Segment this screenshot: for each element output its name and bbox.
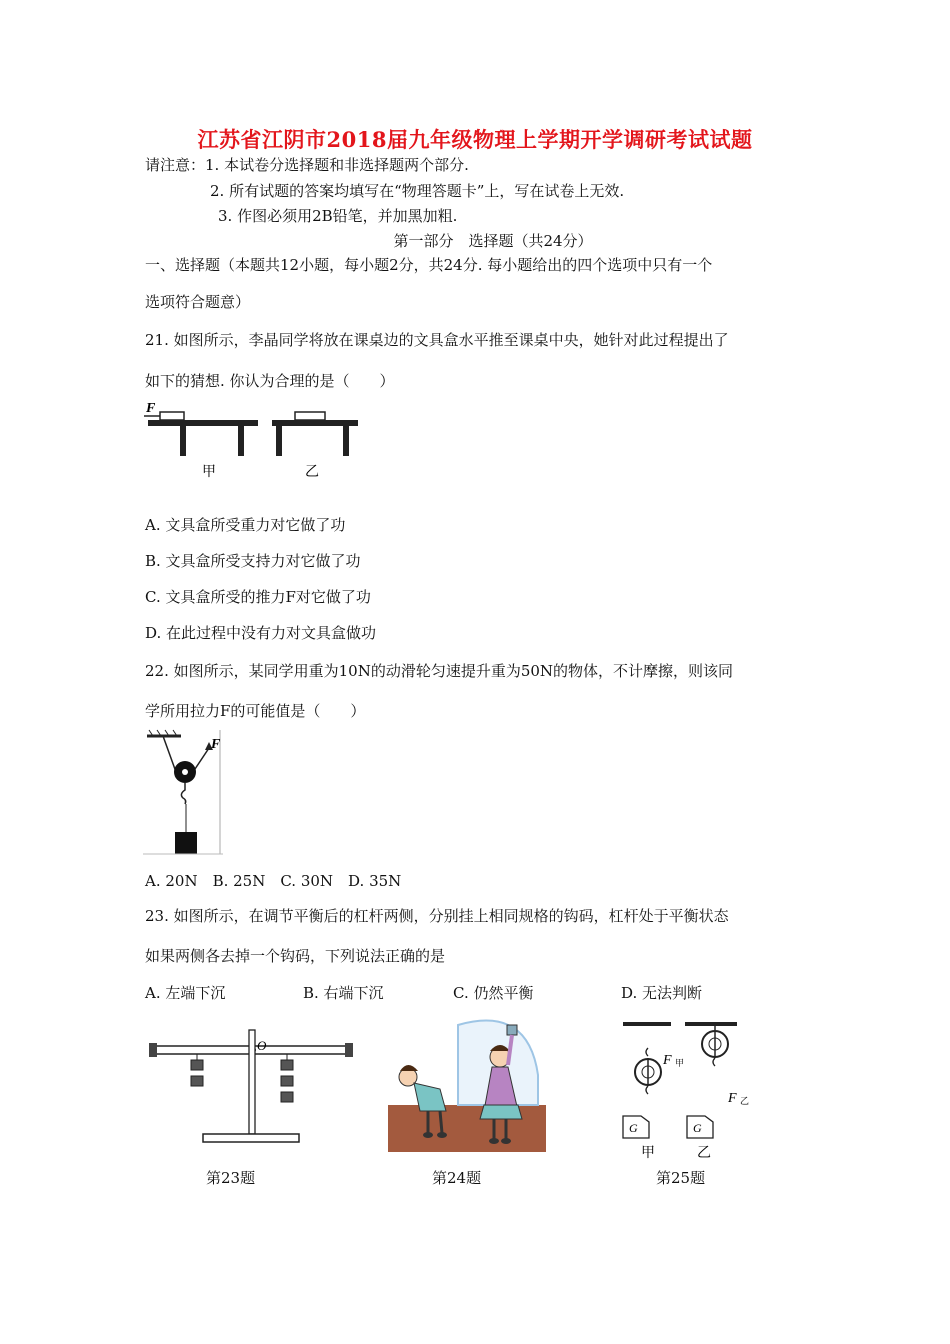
ceiling-jia bbox=[623, 1022, 671, 1026]
q22-stem-line2: 学所用拉力F的可能值是（ ） bbox=[145, 702, 366, 720]
q22-options: A. 20N B. 25N C. 30N D. 35N bbox=[145, 872, 402, 890]
left-weight-1 bbox=[191, 1060, 203, 1070]
q23-option-d: D. 无法判断 bbox=[621, 984, 703, 1002]
q23-stem-line2: 如果两侧各去掉一个钩码，下列说法正确的是 bbox=[145, 947, 446, 965]
note-3: 3. 作图必须用2B铅笔，并加黑加粗. bbox=[218, 207, 458, 225]
caption-q24: 第24题 bbox=[432, 1169, 482, 1187]
q23-option-c: C. 仍然平衡 bbox=[453, 984, 534, 1002]
q22-pulley-figure bbox=[143, 728, 228, 858]
fulcrum-label: O bbox=[257, 1038, 267, 1053]
page-title: 江苏省江阴市2018届九年级物理上学期开学调研考试试题 bbox=[197, 127, 753, 152]
pencil-box-jia bbox=[160, 412, 184, 420]
right-weight-2 bbox=[281, 1076, 293, 1086]
q23-option-a: A. 左端下沉 bbox=[145, 984, 226, 1002]
section1-line1: 一、选择题（本题共12小题，每小题2分，共24分. 每小题给出的四个选项中只有一个 bbox=[145, 256, 713, 274]
stand-pole bbox=[249, 1030, 255, 1134]
caption-q23: 第23题 bbox=[206, 1169, 256, 1187]
q21-fig-label-jia: 甲 bbox=[202, 464, 216, 480]
force-label-jia: F bbox=[663, 1053, 672, 1068]
right-weight-3 bbox=[281, 1092, 293, 1102]
q25-pulley-figure bbox=[615, 1018, 755, 1163]
section1-line2: 选项符合题意） bbox=[145, 293, 251, 311]
stand-base bbox=[203, 1134, 299, 1142]
ceiling-yi bbox=[685, 1022, 737, 1026]
q21-figure bbox=[140, 400, 360, 485]
q21-fig-label-f: F bbox=[146, 401, 156, 416]
caption-q25: 第25题 bbox=[656, 1169, 706, 1187]
q22-fig-label-f: F bbox=[211, 737, 221, 752]
note-1: 请注意：1. 本试卷分选择题和非选择题两个部分. bbox=[145, 156, 469, 174]
q23-lever-figure bbox=[145, 1028, 360, 1148]
part1-heading: 第一部分 选择题（共24分） bbox=[393, 232, 593, 250]
desk-leg-jia-2 bbox=[238, 426, 244, 456]
hook bbox=[181, 783, 185, 804]
q21-fig-label-yi: 乙 bbox=[305, 464, 319, 480]
q21-option-d: D. 在此过程中没有力对文具盒做功 bbox=[145, 624, 377, 642]
q21-option-a: A. 文具盒所受重力对它做了功 bbox=[145, 516, 346, 534]
q23-option-b: B. 右端下沉 bbox=[303, 984, 384, 1002]
desk-top-jia bbox=[148, 420, 258, 426]
rope-right bbox=[193, 748, 209, 772]
force-label-yi-sub: 乙 bbox=[740, 1097, 750, 1107]
q21-option-c: C. 文具盒所受的推力F对它做了功 bbox=[145, 588, 371, 606]
force-label-jia-sub: 甲 bbox=[675, 1059, 685, 1069]
weight-label-jia: G bbox=[629, 1121, 638, 1135]
girl-bending-body bbox=[414, 1083, 446, 1111]
pencil-box-yi bbox=[295, 412, 325, 420]
q21-stem-line1: 21. 如图所示，李晶同学将放在课桌边的文具盒水平推至课桌中央，她针对此过程提出了 bbox=[145, 331, 729, 349]
weight-block bbox=[175, 832, 197, 854]
force-label-yi: F bbox=[728, 1091, 737, 1106]
desk-top-yi bbox=[272, 420, 358, 426]
q23-stem-line1: 23. 如图所示，在调节平衡后的杠杆两侧，分别挂上相同规格的钩码，杠杆处于平衡状态 bbox=[145, 907, 729, 925]
q24-figure bbox=[388, 1015, 546, 1152]
desk-leg-jia-1 bbox=[180, 426, 186, 456]
q21-option-b: B. 文具盒所受支持力对它做了功 bbox=[145, 552, 361, 570]
desk-leg-yi-2 bbox=[343, 426, 349, 456]
q21-stem-line2: 如下的猜想. 你认为合理的是（ ） bbox=[145, 372, 395, 390]
desk-leg-yi-1 bbox=[276, 426, 282, 456]
note-2: 2. 所有试题的答案均填写在“物理答题卡”上，写在试卷上无效. bbox=[210, 182, 625, 200]
rope-left bbox=[163, 736, 176, 772]
label-yi: 乙 bbox=[697, 1145, 711, 1161]
left-weight-2 bbox=[191, 1076, 203, 1086]
floor bbox=[388, 1105, 546, 1152]
q22-stem-line1: 22. 如图所示，某同学用重为10N的动滑轮匀速提升重为50N的物体，不计摩擦，则该同 bbox=[145, 662, 734, 680]
right-weight-1 bbox=[281, 1060, 293, 1070]
label-jia: 甲 bbox=[641, 1145, 655, 1161]
weight-label-yi: G bbox=[693, 1121, 702, 1135]
